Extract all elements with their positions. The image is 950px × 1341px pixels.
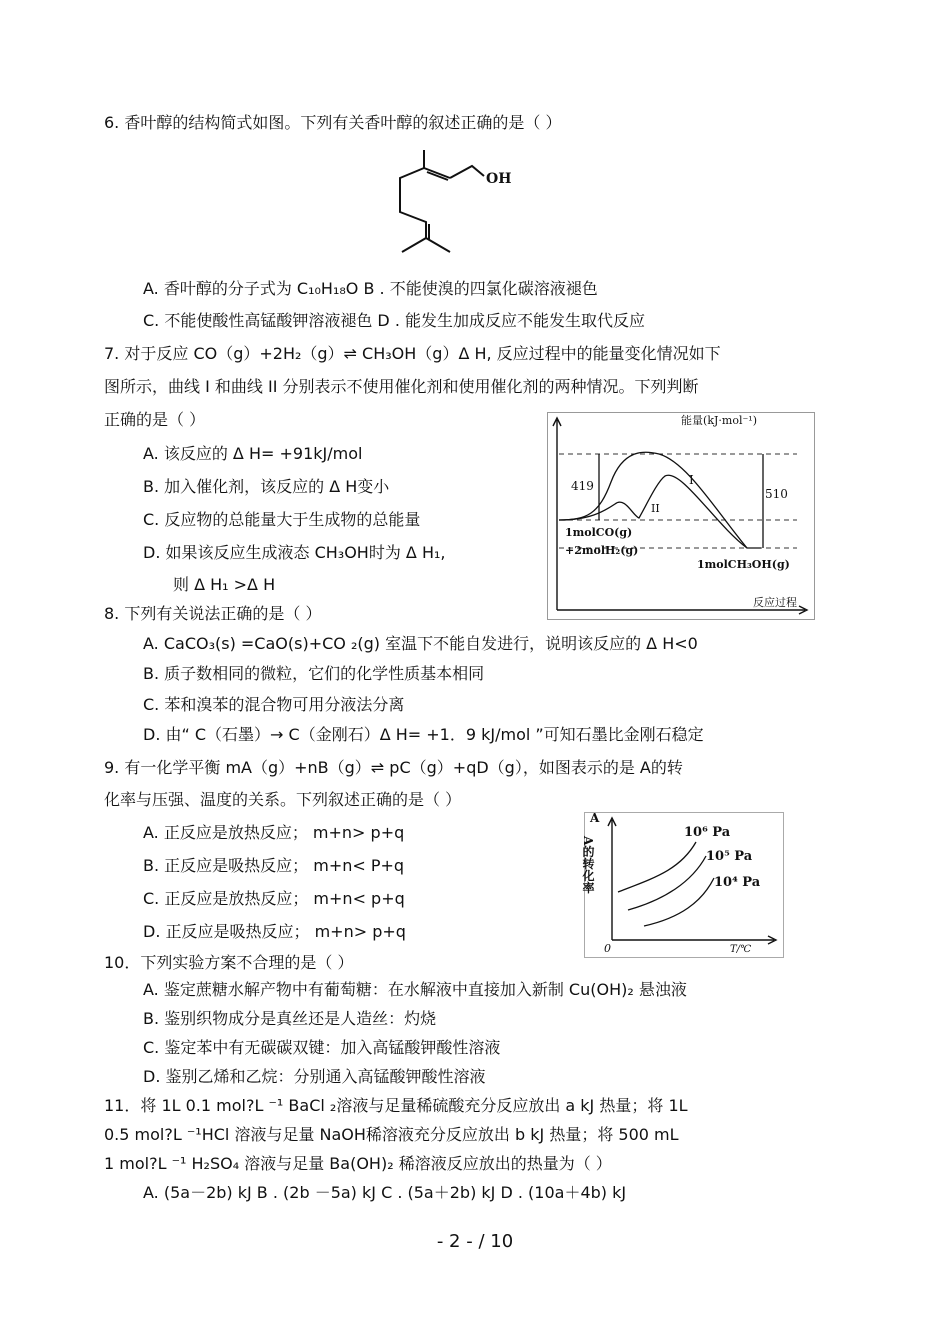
geraniol-structure	[390, 146, 520, 258]
q7-stem-line3: 正确的是（ ）	[104, 410, 206, 429]
q10-option-c: C. 鉴定苯中有无碳碳双键：加入高锰酸钾酸性溶液	[143, 1038, 501, 1057]
q7-stem-line1: 7. 对于反应 CO（g）+2H₂（g）⇌ CH₃OH（g）Δ H, 反应过程中的能量变化情况如下	[104, 344, 721, 363]
q8-option-c: C. 苯和溴苯的混合物可用分液法分离	[143, 695, 405, 714]
q6-stem: 6. 香叶醇的结构简式如图。下列有关香叶醇的叙述正确的是（ ）	[104, 113, 562, 132]
q10-option-a: A. 鉴定蔗糖水解产物中有葡萄糖：在水解液中直接加入新制 Cu(OH)₂ 悬浊液	[143, 980, 687, 999]
curve-1e6	[618, 842, 696, 892]
q7-option-c: C. 反应物的总能量大于生成物的总能量	[143, 510, 421, 529]
conversion-x-label: T/℃	[730, 944, 752, 955]
value-510: 510	[765, 487, 788, 501]
q11-stem-line1: 11．将 1L 0.1 mol?L ⁻¹ BaCl ₂溶液与足量稀硫酸充分反应放出 a kJ 热量；将 1L	[104, 1096, 688, 1115]
page-number: - 2 - / 10	[436, 1231, 514, 1252]
q10-option-b: B. 鉴别织物成分是真丝还是人造丝：灼烧	[143, 1009, 437, 1028]
curve-1e4	[644, 878, 714, 926]
q9-option-b: B. 正反应是吸热反应； m+n< P+q	[143, 856, 405, 875]
q8-option-b: B. 质子数相同的微粒，它们的化学性质基本相同	[143, 664, 485, 683]
q9-option-c: C. 正反应是放热反应； m+n< p+q	[143, 889, 405, 908]
q10-option-d: D. 鉴别乙烯和乙烷：分别通入高锰酸钾酸性溶液	[143, 1067, 486, 1086]
q10-stem: 10．下列实验方案不合理的是（ ）	[104, 953, 354, 972]
conversion-diagram	[581, 811, 784, 958]
q9-option-d: D. 正反应是吸热反应； m+n> p+q	[143, 922, 406, 941]
origin-label: 0	[604, 942, 611, 955]
q9-option-a: A. 正反应是放热反应； m+n> p+q	[143, 823, 405, 842]
value-419: 419	[571, 479, 594, 493]
q8-stem: 8. 下列有关说法正确的是（ ）	[104, 604, 322, 623]
pressure-label-1e4: 10⁴ Pa	[714, 875, 761, 890]
q7-option-a: A. 该反应的 Δ H= +91kJ/mol	[143, 444, 363, 463]
pressure-label-1e5: 10⁵ Pa	[706, 849, 753, 864]
q6-option-ab: A. 香叶醇的分子式为 C₁₀H₁₈O B . 不能使溴的四氯化碳溶液褪色	[143, 279, 598, 298]
q11-stem-line2: 0.5 mol?L ⁻¹HCl 溶液与足量 NaOH稀溶液充分反应放出 b kJ 热量；将 500 mL	[104, 1125, 679, 1144]
curve-ii-label: II	[651, 502, 660, 515]
q9-stem-line2: 化率与压强、温度的关系。下列叙述正确的是（ ）	[104, 790, 462, 809]
conversion-y-label-1: A	[590, 811, 600, 825]
q7-option-d: D. 如果该反应生成液态 CH₃OH时为 Δ H₁,	[143, 543, 446, 562]
curve-i-label: I	[689, 473, 694, 487]
q11-stem-line3: 1 mol?L ⁻¹ H₂SO₄ 溶液与足量 Ba(OH)₂ 稀溶液反应放出的热量为（ ）	[104, 1154, 612, 1173]
pressure-label-1e6: 10⁶ Pa	[684, 825, 731, 840]
q7-option-d-cont: 则 Δ H₁ >Δ H	[173, 575, 276, 594]
q11-options: A. (5a－2b) kJ B . (2b －5a) kJ C . (5a＋2b) kJ D . (10a＋4b) kJ	[143, 1183, 627, 1202]
q8-option-a: A. CaCO₃(s) =CaO(s)+CO ₂(g) 室温下不能自发进行，说明该反应的 Δ H<0	[143, 634, 698, 653]
reactant-label-1: 1molCO(g)	[565, 526, 633, 539]
energy-diagram	[547, 412, 815, 620]
product-label: 1molCH₃OH(g)	[697, 558, 790, 571]
energy-y-label: 能量(kJ·mol⁻¹)	[681, 414, 757, 427]
q7-option-b: B. 加入催化剂，该反应的 Δ H变小	[143, 477, 390, 496]
q7-stem-line2: 图所示，曲线 I 和曲线 II 分别表示不使用催化剂和使用催化剂的两种情况。下列判断	[104, 377, 699, 396]
reactant-label-2: +2molH₂(g)	[565, 544, 639, 557]
conversion-y-label: A的转化率	[581, 836, 595, 894]
q9-stem-line1: 9. 有一化学平衡 mA（g）+nB（g）⇌ pC（g）+qD（g），如图表示的是 A的转	[104, 758, 683, 777]
energy-x-label: 反应过程	[753, 596, 797, 609]
q6-option-cd: C. 不能使酸性高锰酸钾溶液褪色 D . 能发生加成反应不能发生取代反应	[143, 311, 646, 330]
oh-label: OH	[486, 171, 512, 187]
q8-option-d: D. 由“ C（石墨）→ C（金刚石）Δ H= +1．9 kJ/mol ”可知石墨比金刚石稳定	[143, 725, 704, 744]
